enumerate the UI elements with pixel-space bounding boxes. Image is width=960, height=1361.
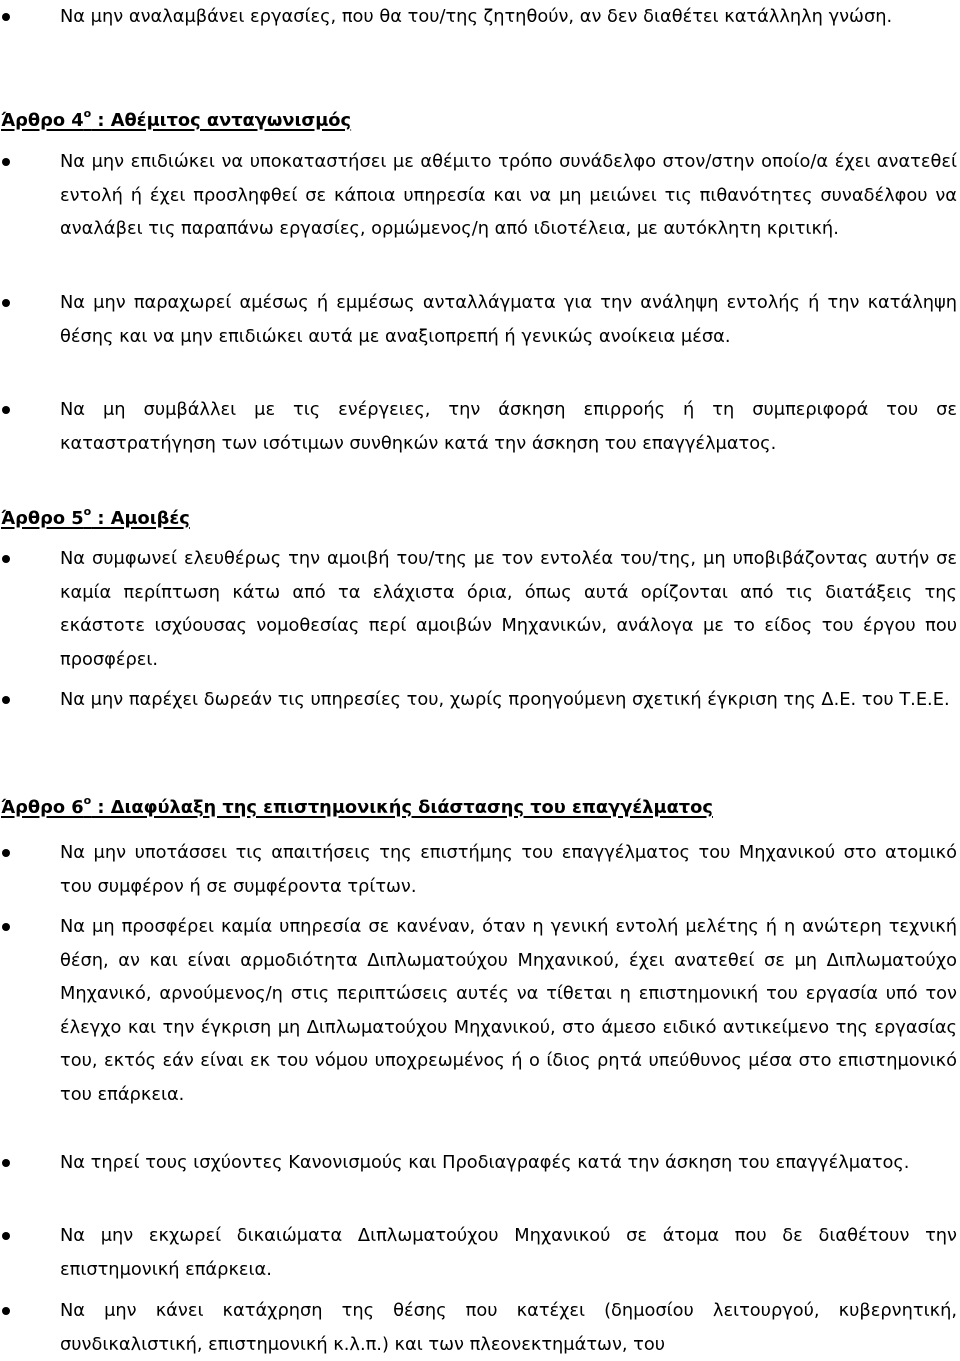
list-item [60, 0, 957, 34]
list-item [60, 145, 957, 246]
article-4-heading: Άρθρο $4^o$ : Αθέμιτος ανταγωνισμός [1, 107, 352, 131]
list-item-text: Να μη προσφέρει καμία υπηρεσία σε κανέναν, όταν η γενική εντολή μελέτης ή η ανώτερη τεχνική θέση, αν και είναι αρμοδιότητα Διπλωματούχου Μηχανικού, έχει ανατεθεί σε μη Διπλωματούχο Μηχανικό, αρνούμενος/η στις περιπτώσεις αυτές να τίθεται η επιστημονική του εργασία υπό τον έλεγχο και την έγκριση μη Διπλωματούχου Μηχανικού, στο άμεσο ειδικό αντικείμενο της εργασίας του, εκτός εάν είναι εκ του νόμου υποχρεωμένος ή ο ίδιος ρητά υπεύθυνος μέσα στο επιστημονικό του επάρκεια. [60, 916, 957, 1105]
list-item [60, 1146, 957, 1180]
list-item-text: Να μην αναλαμβάνει εργασίες, που θα του/της ζητηθούν, αν δεν διαθέτει κατάλληλη γνώση. [60, 6, 893, 27]
bullet-icon [1, 683, 11, 717]
bullet-icon [1, 286, 11, 320]
list-item-text: Να τηρεί τους ισχύοντες Κανονισμούς και Προδιαγραφές κατά την άσκηση του επαγγέλματος. [60, 1152, 910, 1173]
list-item [60, 1219, 957, 1286]
article-5-heading: Άρθρο $5^o$ : Αμοιβές [1, 505, 190, 529]
bullet-icon [1, 836, 11, 870]
list-item-text: Να συμφωνεί ελευθέρως την αμοιβή του/της με τον εντολέα του/της, μη υποβιβάζοντας αυτήν σε καμία περίπτωση κάτω από τα ελάχιστα όρια, όπως αυτά ορίζονται από τις διατάξεις της εκάστοτε ισχύουσας νομοθεσίας περί αμοιβών Μηχανικών, ανάλογα με το είδος του έργου που προσφέρει. [60, 548, 957, 670]
bullet-icon [1, 1294, 11, 1328]
list-item-text: Να μην εκχωρεί δικαιώματα Διπλωματούχου Μηχανικού σε άτομα που δε διαθέτουν την επιστημονική επάρκεια. [60, 1225, 957, 1280]
list-item [60, 1294, 957, 1361]
list-item [60, 910, 957, 1111]
list-item-text: Να μη συμβάλλει με τις ενέργειες, την άσκηση επιρροής ή τη συμπεριφορά του σε καταστρατήγηση των ισότιμων συνθηκών κατά την άσκηση του επαγγέλματος. [60, 399, 957, 454]
bullet-icon [1, 1146, 11, 1180]
bullet-icon [1, 145, 11, 179]
list-item [60, 286, 957, 353]
bullet-icon [1, 910, 11, 944]
list-item [60, 683, 957, 717]
bullet-icon [1, 393, 11, 427]
list-item-text: Να μην παραχωρεί αμέσως ή εμμέσως ανταλλάγματα για την ανάληψη εντολής ή την κατάληψη θέσης και να μην επιδιώκει αυτά με αναξιοπρεπή ή γενικώς ανοίκεια μέσα. [60, 292, 957, 347]
list-item-text: Να μην υποτάσσει τις απαιτήσεις της επιστήμης του επαγγέλματος του Μηχανικού στο ατομικό του συμφέρον ή σε συμφέροντα τρίτων. [60, 842, 957, 897]
list-item-text: Να μην παρέχει δωρεάν τις υπηρεσίες του, χωρίς προηγούμενη σχετική έγκριση της Δ.Ε. του Τ.Ε.Ε. [60, 689, 950, 710]
list-item [60, 542, 957, 676]
list-item-text: Να μην κάνει κατάχρηση της θέσης που κατέχει (δημοσίου λειτουργού, κυβερνητική, συνδικαλιστική, επιστημονική κ.λ.π.) και των πλεονεκτημάτων, του [60, 1300, 957, 1355]
bullet-icon [1, 0, 11, 34]
bullet-icon [1, 1219, 11, 1253]
list-item [60, 393, 957, 460]
article-6-heading: Άρθρο $6^o$ : Διαφύλαξη της επιστημονικής διάστασης του επαγγέλματος [1, 794, 713, 818]
list-item [60, 836, 957, 903]
list-item-text: Να μην επιδιώκει να υποκαταστήσει με αθέμιτο τρόπο συνάδελφο στον/στην οποίο/α έχει ανατεθεί εντολή ή έχει προσληφθεί σε κάποια υπηρεσία και να μη μειώνει τις πιθανότητες συναδέλφου να αναλάβει τις παραπάνω εργασίες, ορμώμενος/η από ιδιοτέλεια, με αυτόκλητη κριτική. [60, 151, 957, 239]
bullet-icon [1, 542, 11, 576]
